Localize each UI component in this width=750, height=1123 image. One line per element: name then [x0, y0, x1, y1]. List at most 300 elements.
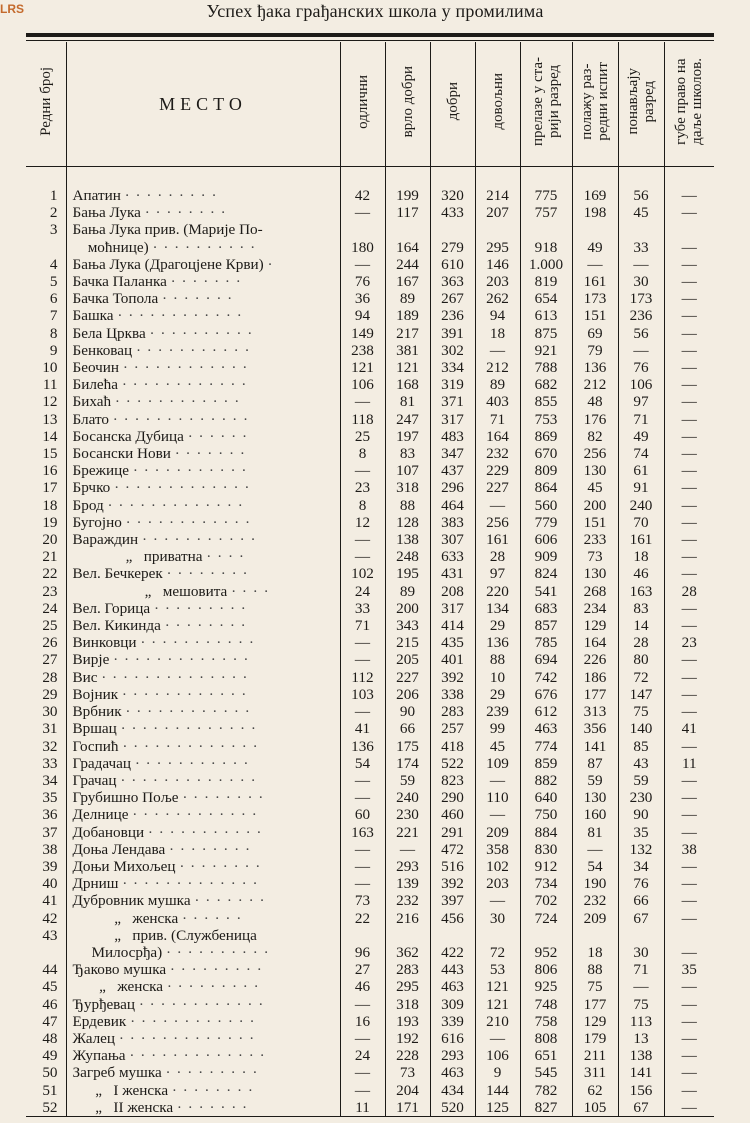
place-name: „ женска: [72, 978, 164, 996]
cell-very-good: 228: [385, 1047, 430, 1064]
place-cell: [66, 978, 340, 995]
cell-good: 437: [430, 462, 475, 479]
cell-promoted: 855: [520, 393, 572, 410]
cell-class-exam: 136: [572, 359, 618, 376]
table-row: [26, 565, 714, 582]
cell-promoted: 864: [520, 479, 572, 496]
row-number: 7: [26, 307, 66, 324]
cell-sufficient: 121: [475, 996, 520, 1013]
cell-very-good: 66: [385, 720, 430, 737]
leader-dots: · · · · · · · ·: [164, 617, 247, 635]
cell-excellent: 11: [340, 1099, 385, 1117]
cell-class-exam: 160: [572, 806, 618, 823]
place-cell: [66, 514, 340, 531]
cell-very-good: 204: [385, 1082, 430, 1099]
cell-class-exam: 79: [572, 342, 618, 359]
cell-promoted: 809: [520, 462, 572, 479]
cell-sufficient: 144: [475, 1082, 520, 1099]
cell-lose-right: —: [681, 531, 697, 549]
row-number: 38: [26, 841, 66, 858]
cell-very-good: 215: [385, 634, 430, 651]
cell-promoted: 806: [520, 961, 572, 978]
row-number: 35: [26, 789, 66, 806]
cell-good: 520: [430, 1099, 475, 1117]
table-row: [26, 875, 714, 892]
cell-very-good: [385, 221, 430, 238]
leader-dots: · · · · · · · · ·: [169, 961, 263, 979]
cell-promoted: 734: [520, 875, 572, 892]
cell-very-good: 197: [385, 428, 430, 445]
place-cell: [66, 187, 340, 204]
cell-repeat: 230: [618, 789, 664, 806]
cell-good: 257: [430, 720, 475, 737]
cell-promoted: 788: [520, 359, 572, 376]
leader-dots: · · · · · · · · · · · · · ·: [101, 668, 249, 686]
cell-good: 463: [430, 1064, 475, 1081]
table-row: [26, 738, 714, 755]
place-name: Блато: [72, 410, 109, 428]
table-row: [26, 669, 714, 686]
place-cell: [66, 892, 340, 909]
cell-excellent: 60: [340, 806, 385, 823]
place-name: Жалец: [72, 1029, 116, 1047]
row-number: 24: [26, 600, 66, 617]
cell-repeat: 56: [618, 187, 664, 204]
cell-good: 422: [430, 944, 475, 961]
cell-very-good: 193: [385, 1013, 430, 1030]
cell-promoted: 824: [520, 565, 572, 582]
cell-sufficient: 203: [475, 273, 520, 290]
cell-class-exam: 45: [572, 479, 618, 496]
place-name: Загреб мушка: [72, 1064, 162, 1082]
leader-dots: ·: [267, 255, 274, 273]
cell-lose-right: —: [681, 651, 697, 669]
cell-lose-right: —: [681, 273, 697, 291]
cell-class-exam: —: [572, 256, 618, 273]
cell-repeat: 97: [618, 393, 664, 410]
row-number: 34: [26, 772, 66, 789]
cell-good: 435: [430, 634, 475, 651]
cell-lose-right: —: [681, 806, 697, 824]
cell-promoted: 785: [520, 634, 572, 651]
cell-very-good: 121: [385, 359, 430, 376]
cell-sufficient: 94: [475, 307, 520, 324]
header-sufficient: довољни: [475, 42, 520, 167]
place-name: Бихаћ: [72, 393, 112, 411]
leader-dots: · · · · · · · · · · · · ·: [129, 1047, 266, 1065]
cell-excellent: 22: [340, 910, 385, 927]
place-name: Вел. Горица: [72, 599, 151, 617]
leader-dots: · · · · · · · · · · ·: [134, 754, 250, 772]
cell-excellent: 54: [340, 755, 385, 772]
cell-class-exam: 169: [572, 187, 618, 204]
cell-promoted: 541: [520, 583, 572, 600]
cell-lose-right: —: [681, 496, 697, 514]
cell-class-exam: 177: [572, 996, 618, 1013]
leader-dots: · · · · · · · · · ·: [165, 943, 270, 961]
table-row: [26, 359, 714, 376]
cell-good: 472: [430, 841, 475, 858]
cell-very-good: 89: [385, 583, 430, 600]
cell-very-good: 318: [385, 479, 430, 496]
place-name: Вис: [72, 668, 98, 686]
place-cell: [66, 307, 340, 324]
row-number: 14: [26, 428, 66, 445]
cell-repeat: 30: [618, 944, 664, 961]
cell-good: 302: [430, 342, 475, 359]
cell-class-exam: 176: [572, 411, 618, 428]
cell-promoted: 808: [520, 1030, 572, 1047]
cell-repeat: 75: [618, 703, 664, 720]
cell-lose-right: —: [681, 978, 697, 996]
cell-very-good: 381: [385, 342, 430, 359]
place-name: „ I женска: [72, 1081, 169, 1099]
place-name: „ прив. (Службеница: [72, 926, 257, 944]
cell-class-exam: 256: [572, 445, 618, 462]
table-row: [26, 393, 714, 410]
cell-very-good: 81: [385, 393, 430, 410]
cell-lose-right: —: [681, 737, 697, 755]
cell-very-good: 168: [385, 376, 430, 393]
cell-promoted: 753: [520, 411, 572, 428]
table-container: [26, 42, 714, 1123]
cell-promoted: 952: [520, 944, 572, 961]
place-name: Бања Лука: [72, 204, 141, 222]
row-number: 2: [26, 204, 66, 221]
leader-dots: · · · · · · · · · · ·: [132, 462, 248, 480]
cell-very-good: 293: [385, 858, 430, 875]
table-row: [26, 342, 714, 359]
leader-dots: · · · · · · ·: [194, 892, 266, 910]
leader-dots: · · · · · · · · · · · · ·: [112, 410, 250, 428]
cell-sufficient: 229: [475, 462, 520, 479]
place-cell: [66, 738, 340, 755]
place-cell: [66, 720, 340, 737]
place-cell: [66, 669, 340, 686]
cell-good: 293: [430, 1047, 475, 1064]
place-cell: [66, 325, 340, 342]
place-name: Грачац: [72, 771, 117, 789]
cell-lose-right: 41: [681, 720, 697, 738]
cell-lose-right: —: [681, 892, 697, 910]
header-repeat: понављају разред: [618, 42, 664, 167]
cell-lose-right: —: [681, 875, 697, 893]
place-cell: [66, 290, 340, 307]
cell-promoted: 640: [520, 789, 572, 806]
corner-mark: LRS: [0, 2, 24, 16]
cell-class-exam: [572, 927, 618, 944]
place-name: Брод: [72, 496, 104, 514]
table-row: [26, 910, 714, 927]
place-name: Вел. Кикинда: [72, 617, 161, 635]
cell-class-exam: 233: [572, 531, 618, 548]
cell-very-good: 107: [385, 462, 430, 479]
cell-repeat: —: [618, 256, 664, 273]
cell-sufficient: 256: [475, 514, 520, 531]
cell-class-exam: 82: [572, 428, 618, 445]
cell-class-exam: 69: [572, 325, 618, 342]
cell-lose-right: [664, 927, 714, 944]
cell-class-exam: 87: [572, 755, 618, 772]
cell-lose-right: —: [681, 1064, 697, 1082]
cell-excellent: —: [340, 789, 385, 806]
table-row: [26, 806, 714, 823]
place-cell: [66, 686, 340, 703]
table-row: [26, 376, 714, 393]
cell-repeat: 156: [618, 1082, 664, 1099]
cell-promoted: 750: [520, 806, 572, 823]
cell-repeat: 49: [618, 428, 664, 445]
row-number: 19: [26, 514, 66, 531]
header-rule-thin: [26, 40, 714, 41]
cell-repeat: 67: [618, 910, 664, 927]
cell-excellent: 24: [340, 583, 385, 600]
cell-sufficient: 109: [475, 755, 520, 772]
row-number: 27: [26, 651, 66, 668]
cell-sufficient: 295: [475, 239, 520, 256]
table-row: [26, 1013, 714, 1030]
table-row: [26, 325, 714, 342]
leader-dots: · · · · · · · · ·: [166, 978, 260, 996]
leader-dots: · · · · · · · · · · ·: [147, 823, 263, 841]
cell-very-good: 221: [385, 824, 430, 841]
cell-excellent: —: [340, 1030, 385, 1047]
place-name: Вараждин: [72, 531, 139, 549]
place-name: Брежице: [72, 462, 130, 480]
leader-dots: · · · · · · · · · · · · ·: [120, 771, 257, 789]
header-rule-thick: [26, 33, 714, 37]
cell-excellent: [340, 927, 385, 944]
cell-sufficient: 232: [475, 445, 520, 462]
cell-sufficient: —: [475, 342, 520, 359]
cell-repeat: 163: [618, 583, 664, 600]
cell-very-good: 83: [385, 445, 430, 462]
cell-sufficient: 209: [475, 824, 520, 841]
cell-promoted: 819: [520, 273, 572, 290]
cell-class-exam: 268: [572, 583, 618, 600]
cell-good: 418: [430, 738, 475, 755]
place-cell: [66, 858, 340, 875]
cell-very-good: 240: [385, 789, 430, 806]
cell-lose-right: —: [681, 1081, 697, 1099]
place-cell: [66, 411, 340, 428]
cell-very-good: 139: [385, 875, 430, 892]
cell-class-exam: 226: [572, 651, 618, 668]
row-number: 8: [26, 325, 66, 342]
cell-excellent: [340, 221, 385, 238]
row-number: 40: [26, 875, 66, 892]
cell-lose-right: —: [681, 565, 697, 583]
place-cell: [66, 497, 340, 514]
row-number: 15: [26, 445, 66, 462]
table-row: [26, 927, 714, 944]
cell-sufficient: 88: [475, 651, 520, 668]
cell-very-good: 171: [385, 1099, 430, 1117]
cell-repeat: 71: [618, 961, 664, 978]
cell-class-exam: 88: [572, 961, 618, 978]
row-number: 3: [26, 221, 66, 238]
cell-repeat: 161: [618, 531, 664, 548]
cell-class-exam: 211: [572, 1047, 618, 1064]
header-place: МЕСТО: [66, 42, 340, 167]
table-row: [26, 428, 714, 445]
cell-very-good: 199: [385, 187, 430, 204]
cell-excellent: 24: [340, 1047, 385, 1064]
cell-sufficient: 136: [475, 634, 520, 651]
cell-promoted: 560: [520, 497, 572, 514]
cell-class-exam: 18: [572, 944, 618, 961]
cell-good: 456: [430, 910, 475, 927]
cell-promoted: 613: [520, 307, 572, 324]
cell-class-exam: 130: [572, 565, 618, 582]
cell-very-good: 195: [385, 565, 430, 582]
leader-dots: · · · · · · ·: [170, 273, 242, 291]
cell-good: 463: [430, 978, 475, 995]
table-row: [26, 445, 714, 462]
cell-sufficient: —: [475, 772, 520, 789]
leader-dots: · · · · · · · · ·: [165, 1064, 259, 1082]
place-cell: [66, 531, 340, 548]
cell-very-good: 362: [385, 944, 430, 961]
header-good: добри: [430, 42, 475, 167]
table-row: [26, 617, 714, 634]
leader-dots: · · · · · · · · · · · ·: [138, 995, 265, 1013]
cell-class-exam: 130: [572, 789, 618, 806]
row-number: 23: [26, 583, 66, 600]
cell-promoted: 463: [520, 720, 572, 737]
cell-promoted: 830: [520, 841, 572, 858]
cell-excellent: 73: [340, 892, 385, 909]
cell-repeat: 13: [618, 1030, 664, 1047]
cell-promoted: 918: [520, 239, 572, 256]
place-name: Доњи Михољец: [72, 857, 176, 875]
cell-class-exam: 212: [572, 376, 618, 393]
row-number: 4: [26, 256, 66, 273]
place-name: Дрниш: [72, 875, 119, 893]
place-name: Милосрђа): [72, 943, 163, 961]
leader-dots: · · · · · · · · · ·: [152, 238, 257, 256]
cell-good: [430, 927, 475, 944]
leader-dots: · · · · · · · · · · · ·: [125, 703, 251, 721]
cell-repeat: 83: [618, 600, 664, 617]
place-cell: [66, 944, 340, 961]
row-number: 51: [26, 1082, 66, 1099]
row-number: 1: [26, 187, 66, 204]
table-row: [26, 1047, 714, 1064]
cell-lose-right: —: [681, 341, 697, 359]
cell-very-good: 192: [385, 1030, 430, 1047]
cell-repeat: —: [618, 978, 664, 995]
cell-good: 414: [430, 617, 475, 634]
cell-good: 443: [430, 961, 475, 978]
cell-good: 279: [430, 239, 475, 256]
row-number: 26: [26, 634, 66, 651]
table-row: [26, 290, 714, 307]
cell-very-good: 89: [385, 290, 430, 307]
cell-excellent: —: [340, 1082, 385, 1099]
cell-class-exam: 151: [572, 514, 618, 531]
cell-very-good: 295: [385, 978, 430, 995]
cell-excellent: 46: [340, 978, 385, 995]
cell-repeat: 66: [618, 892, 664, 909]
cell-promoted: 724: [520, 910, 572, 927]
row-number: 49: [26, 1047, 66, 1064]
cell-class-exam: 198: [572, 204, 618, 221]
table-row: [26, 703, 714, 720]
cell-excellent: —: [340, 875, 385, 892]
place-name: Брчко: [72, 479, 111, 497]
cell-promoted: [520, 927, 572, 944]
cell-excellent: —: [340, 841, 385, 858]
cell-repeat: 173: [618, 290, 664, 307]
cell-class-exam: 151: [572, 307, 618, 324]
leader-dots: · · · · · · · · · · ·: [141, 531, 257, 549]
row-number: 44: [26, 961, 66, 978]
header-rank: Редни број: [26, 42, 66, 167]
cell-very-good: 230: [385, 806, 430, 823]
cell-repeat: 147: [618, 686, 664, 703]
cell-good: 283: [430, 703, 475, 720]
cell-excellent: 23: [340, 479, 385, 496]
place-cell: [66, 703, 340, 720]
place-name: Беочин: [72, 359, 120, 377]
cell-very-good: 175: [385, 738, 430, 755]
table-row: [26, 892, 714, 909]
leader-dots: · · · · · · · · · · · · ·: [120, 720, 257, 738]
cell-promoted: 676: [520, 686, 572, 703]
cell-excellent: 96: [340, 944, 385, 961]
cell-sufficient: —: [475, 497, 520, 514]
place-cell: [66, 634, 340, 651]
cell-excellent: —: [340, 651, 385, 668]
leader-dots: · · · · · · · · · · · ·: [117, 307, 243, 325]
cell-lose-right: 38: [681, 840, 697, 858]
cell-excellent: —: [340, 703, 385, 720]
cell-class-exam: 105: [572, 1099, 618, 1117]
cell-lose-right: —: [681, 376, 697, 394]
cell-class-exam: 209: [572, 910, 618, 927]
cell-promoted: 670: [520, 445, 572, 462]
place-cell: [66, 273, 340, 290]
place-cell: [66, 204, 340, 221]
cell-good: 267: [430, 290, 475, 307]
table-row: [26, 273, 714, 290]
cell-class-exam: 48: [572, 393, 618, 410]
row-number: 25: [26, 617, 66, 634]
table-row: [26, 651, 714, 668]
cell-very-good: 217: [385, 325, 430, 342]
cell-sufficient: 121: [475, 978, 520, 995]
table-row: [26, 256, 714, 273]
cell-very-good: 206: [385, 686, 430, 703]
table-row: [26, 531, 714, 548]
cell-repeat: 34: [618, 858, 664, 875]
cell-very-good: 283: [385, 961, 430, 978]
cell-very-good: 189: [385, 307, 430, 324]
cell-lose-right: —: [681, 393, 697, 411]
row-number: 30: [26, 703, 66, 720]
cell-lose-right: —: [681, 513, 697, 531]
place-cell: [66, 428, 340, 445]
place-cell: [66, 1047, 340, 1064]
cell-class-exam: 356: [572, 720, 618, 737]
row-number: 11: [26, 376, 66, 393]
row-number: 17: [26, 479, 66, 496]
cell-class-exam: 73: [572, 548, 618, 565]
place-name: „ приватна: [72, 548, 203, 566]
place-cell: [66, 256, 340, 273]
place-cell: [66, 583, 340, 600]
